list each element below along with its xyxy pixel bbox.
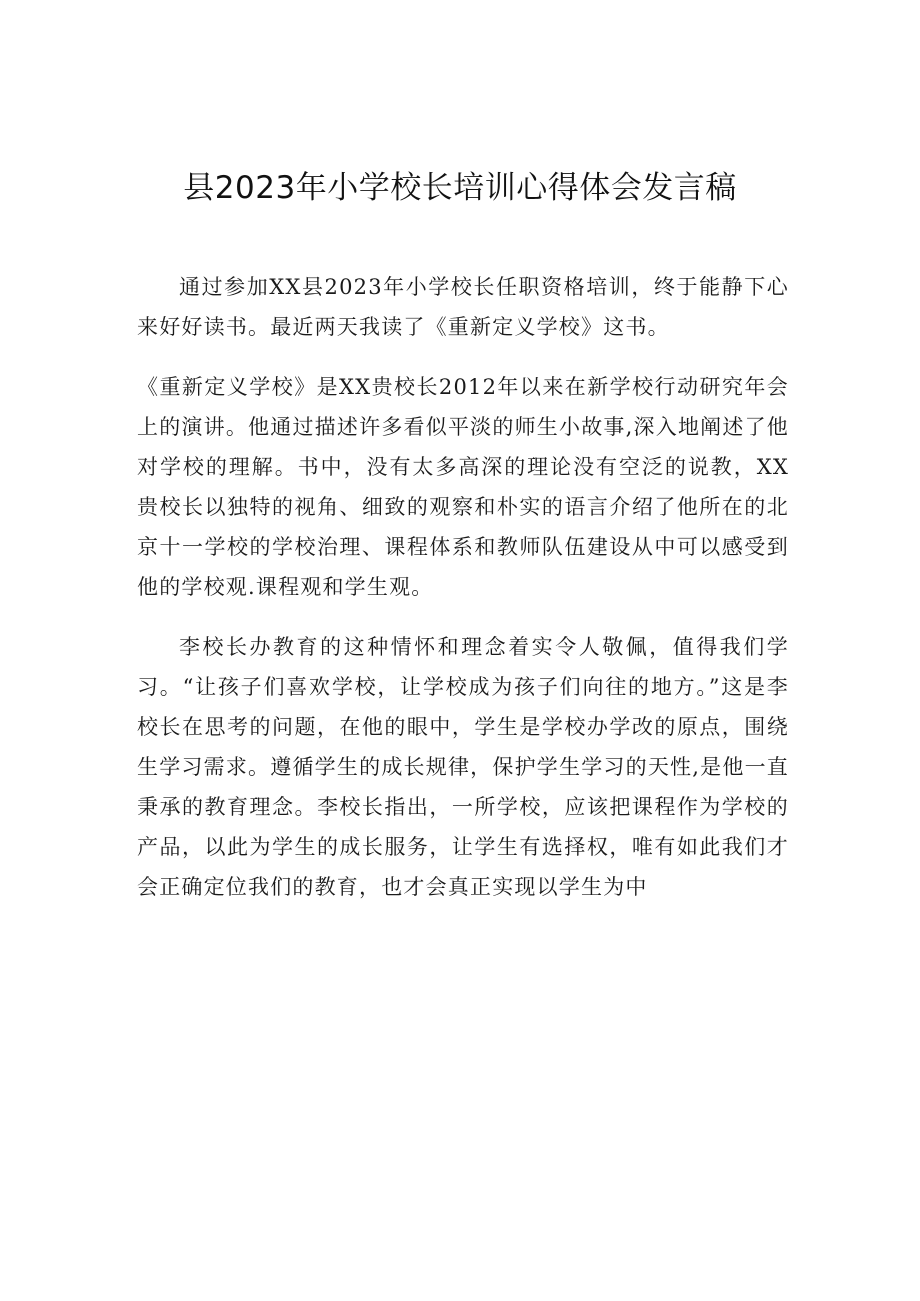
paragraph-3: 李校长办教育的这种情怀和理念着实令人敬佩，值得我们学习。“让孩子们喜欢学校，让学校成为孩子们向往的地方。”这是李校长在思考的问题，在他的眼中，学生是学校办学改的原点，围绕生学习需求。遵循学生的成长规律，保护学生学习的天性,是他一直秉承的教育理念。李校长指出，一所学校，应该把课程作为学校的产品，以此为学生的成长服务，让学生有选择权，唯有如此我们才会正确定位我们的教育，也才会真正实现以学生为中: [137, 635, 789, 899]
paragraph-1: 通过参加XX县2023年小学校长任职资格培训，终于能静下心来好好读书。最近两天我读了《重新定义学校》这书。: [137, 275, 789, 339]
document-body: [137, 267, 789, 927]
paragraph-2: 《重新定义学校》是XX贵校长2012年以来在新学校行动研究年会上的演讲。他通过描述许多看似平淡的师生小故事,深入地阐述了他对学校的理解。书中，没有太多高深的理论没有空泛的说教，XX贵校长以独特的视角、细致的观察和朴实的语言介绍了他所在的北京十一学校的学校治理、课程体系和教师队伍建设从中可以感受到他的学校观.课程观和学生观。: [137, 375, 789, 599]
document-title: 县2023年小学校长培训心得体会发言稿: [183, 170, 737, 206]
